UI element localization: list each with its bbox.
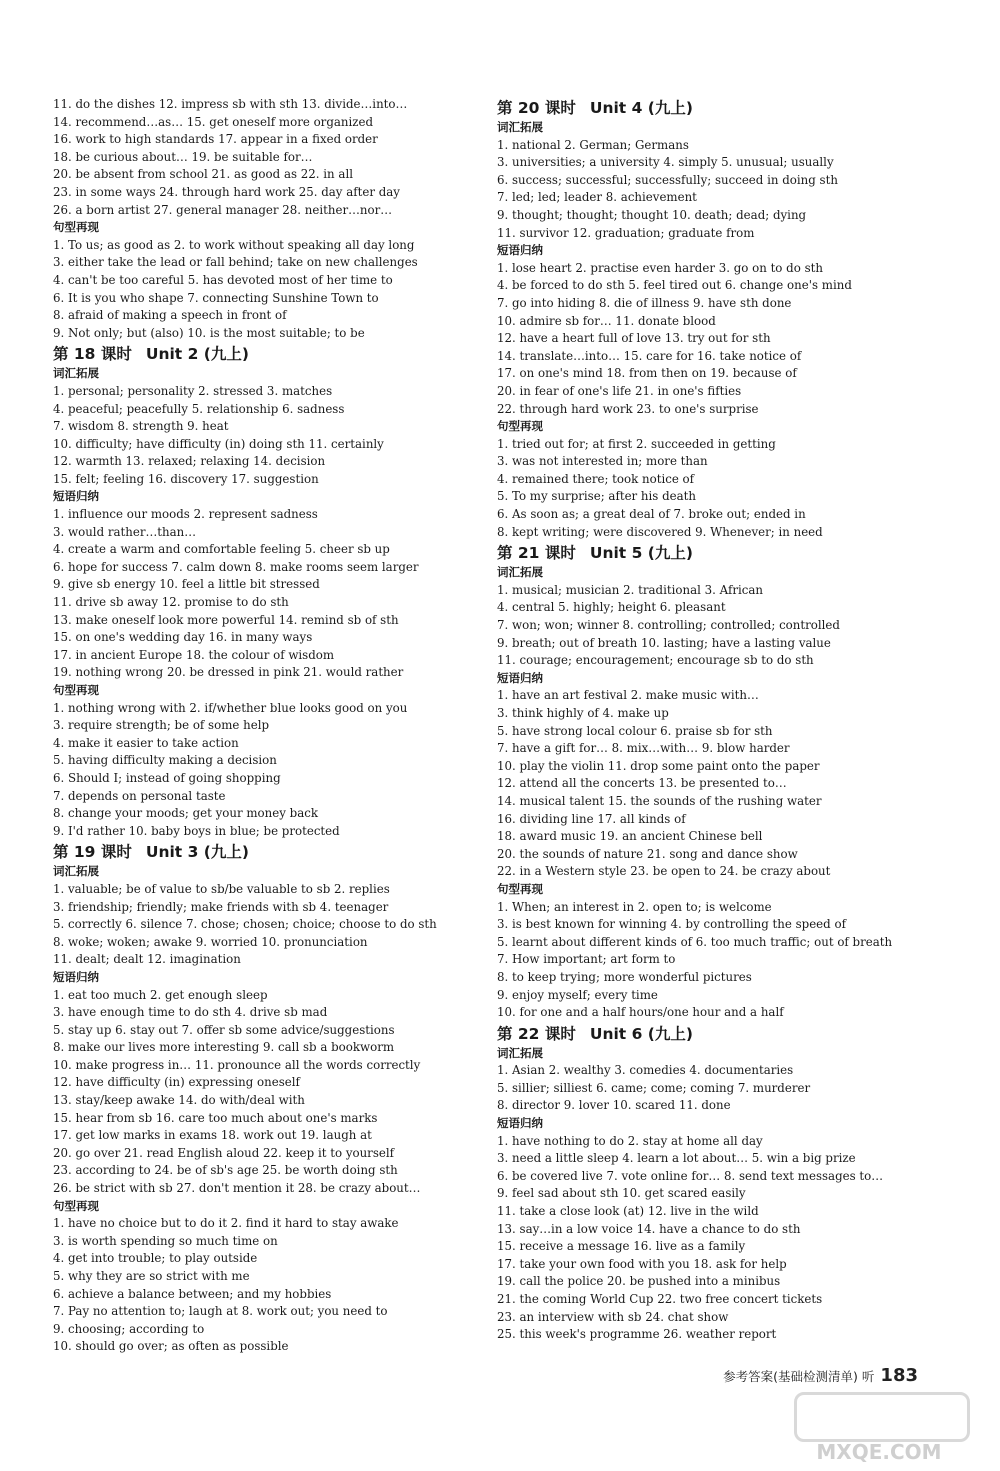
answer-line: 7. Pay no attention to; laugh at 8. work out; you need to bbox=[53, 1304, 388, 1319]
answer-line: 8. change your moods; get your money back bbox=[53, 806, 318, 821]
answer-line: 10. play the violin 11. drop some paint onto the paper bbox=[497, 758, 820, 773]
answer-line: 6. be covered live 7. vote online for… 8. send text messages to… bbox=[497, 1168, 884, 1183]
answer-line: 4. peaceful; peacefully 5. relationship 6. sadness bbox=[53, 401, 345, 416]
footer-mark: 听 bbox=[861, 1369, 875, 1384]
watermark-url: MXQE.COM bbox=[816, 1440, 942, 1464]
lesson-number: 第 18 课时 bbox=[53, 345, 132, 364]
lesson-unit: Unit 6 (九上) bbox=[589, 1024, 693, 1043]
answer-line: 1. Asian 2. wealthy 3. comedies 4. documentaries bbox=[497, 1063, 794, 1078]
answer-line: 1. have nothing to do 2. stay at home all day bbox=[497, 1133, 763, 1148]
lesson-unit: Unit 5 (九上) bbox=[589, 544, 693, 563]
answer-line: 1. lose heart 2. practise even harder 3. go on to do sth bbox=[497, 260, 823, 275]
intro-lines bbox=[53, 96, 483, 219]
answer-line: 3. is best known for winning 4. by controlling the speed of bbox=[497, 917, 846, 932]
left-lessons bbox=[53, 344, 483, 1356]
left-column bbox=[53, 96, 483, 1356]
answer-line: 16. dividing line 17. all kinds of bbox=[497, 811, 686, 826]
answer-line: 23. an interview with sb 24. chat show bbox=[497, 1309, 729, 1324]
answer-line: 3. require strength; be of some help bbox=[53, 718, 270, 733]
section-title: 句型再现 bbox=[497, 881, 543, 896]
answer-line: 9. choosing; according to bbox=[53, 1321, 205, 1336]
answer-line: 4. central 5. highly; height 6. pleasant bbox=[497, 600, 726, 615]
answer-line: 1. national 2. German; Germans bbox=[497, 137, 689, 152]
answer-line: 4. make it easier to take action bbox=[53, 735, 239, 750]
answer-line: 3. friendship; friendly; make friends with sb 4. teenager bbox=[53, 899, 389, 914]
footer-label: 参考答案(基础检测清单) bbox=[723, 1369, 858, 1384]
answer-line: 1. musical; musician 2. traditional 3. African bbox=[497, 582, 763, 597]
page-footer bbox=[723, 1365, 918, 1386]
answer-line: 11. do the dishes 12. impress sb with sth 13. divide…into… bbox=[53, 97, 408, 111]
answer-line: 7. depends on personal taste bbox=[53, 788, 226, 803]
section-title: 短语归纳 bbox=[53, 489, 99, 504]
intro-section bbox=[53, 219, 483, 342]
answer-line: 7. How important; art form to bbox=[497, 952, 676, 967]
lesson-unit: Unit 3 (九上) bbox=[145, 843, 249, 862]
answer-line: 9. thought; thought; thought 10. death; dead; dying bbox=[497, 207, 807, 222]
answer-line: 9. Not only; but (also) 10. is the most suitable; to be bbox=[53, 325, 365, 340]
answer-line: 8. kept writing; were discovered 9. Whenever; in need bbox=[497, 524, 823, 539]
section-title: 句型再现 bbox=[53, 220, 99, 235]
section-title: 词汇拓展 bbox=[497, 565, 543, 580]
answer-line: 10. admire sb for… 11. donate blood bbox=[497, 313, 716, 328]
answer-line: 1. have an art festival 2. make music with… bbox=[497, 688, 759, 703]
answer-line: 9. feel sad about sth 10. get scared easily bbox=[497, 1186, 746, 1201]
answer-line: 17. take your own food with you 18. ask for help bbox=[497, 1256, 787, 1271]
answer-line: 6. success; successful; successfully; succeed in doing sth bbox=[497, 172, 838, 187]
answer-line: 5. sillier; silliest 6. came; come; coming 7. murderer bbox=[497, 1080, 811, 1095]
section-title: 句型再现 bbox=[53, 1198, 99, 1213]
answer-line: 5. learnt about different kinds of 6. too much traffic; out of breath bbox=[497, 934, 893, 949]
answer-line: 25. this week's programme 26. weather report bbox=[497, 1327, 777, 1342]
answer-line: 7. won; won; winner 8. controlling; controlled; controlled bbox=[497, 618, 840, 633]
lesson-heading bbox=[53, 842, 483, 862]
page-number: 183 bbox=[880, 1365, 918, 1386]
answer-line: 8. director 9. lover 10. scared 11. done bbox=[497, 1098, 731, 1113]
answer-line: 9. give sb energy 10. feel a little bit stressed bbox=[53, 577, 320, 592]
answer-line: 14. musical talent 15. the sounds of the rushing water bbox=[497, 793, 822, 808]
answer-line: 8. afraid of making a speech in front of bbox=[53, 308, 287, 323]
answer-line: 7. go into hiding 8. die of illness 9. have sth done bbox=[497, 295, 792, 310]
answer-line: 13. say…in a low voice 14. have a chance to do sth bbox=[497, 1221, 801, 1236]
answer-line: 9. I'd rather 10. baby boys in blue; be protected bbox=[53, 823, 340, 838]
watermark-stamp bbox=[784, 1392, 974, 1464]
answer-line: 3. was not interested in; more than bbox=[497, 454, 708, 469]
answer-line: 4. can't be too careful 5. has devoted most of her time to bbox=[53, 272, 393, 287]
answer-line: 6. achieve a balance between; and my hobbies bbox=[53, 1286, 332, 1301]
answer-line: 7. have a gift for… 8. mix…with… 9. blow harder bbox=[497, 741, 790, 756]
answer-line: 5. stay up 6. stay out 7. offer sb some advice/suggestions bbox=[53, 1022, 395, 1037]
answer-line: 5. correctly 6. silence 7. chose; chosen; choice; choose to do sth bbox=[53, 917, 437, 932]
lesson-number: 第 19 课时 bbox=[53, 843, 132, 862]
answer-line: 8. make our lives more interesting 9. call sb a bookworm bbox=[53, 1040, 395, 1055]
section-title: 短语归纳 bbox=[53, 969, 99, 984]
answer-line: 8. to keep trying; more wonderful pictures bbox=[497, 969, 752, 984]
answer-line: 20. the sounds of nature 21. song and dance show bbox=[497, 846, 798, 861]
section-title: 词汇拓展 bbox=[53, 864, 99, 879]
answer-line: 4. get into trouble; to play outside bbox=[53, 1251, 258, 1266]
answer-line: 11. take a close look (at) 12. live in the wild bbox=[497, 1204, 759, 1219]
answer-line: 10. should go over; as often as possible bbox=[53, 1339, 289, 1354]
answer-line: 20. be absent from school 21. as good as 22. in all bbox=[53, 167, 353, 182]
lesson-number: 第 20 课时 bbox=[497, 99, 576, 117]
answer-line: 1. When; an interest in 2. open to; is welcome bbox=[497, 899, 772, 914]
answer-line: 9. breath; out of breath 10. lasting; have a lasting value bbox=[497, 635, 831, 650]
answer-line: 11. drive sb away 12. promise to do sth bbox=[53, 595, 289, 610]
lesson-number: 第 22 课时 bbox=[497, 1024, 576, 1043]
answer-line: 1. eat too much 2. get enough sleep bbox=[53, 987, 268, 1002]
answer-line: 5. having difficulty making a decision bbox=[53, 753, 277, 768]
answer-line: 7. wisdom 8. strength 9. heat bbox=[53, 419, 229, 434]
answer-line: 7. led; led; leader 8. achievement bbox=[497, 190, 697, 205]
answer-line: 10. make progress in… 11. pronounce all the words correctly bbox=[53, 1057, 421, 1072]
lesson-unit: Unit 4 (九上) bbox=[589, 99, 693, 117]
answer-line: 15. on one's wedding day 16. in many ways bbox=[53, 630, 313, 645]
answer-line: 6. As soon as; a great deal of 7. broke out; ended in bbox=[497, 507, 806, 522]
lesson-heading bbox=[497, 543, 917, 563]
answer-line: 12. have a heart full of love 13. try out for sth bbox=[497, 331, 771, 346]
lesson-heading bbox=[497, 1024, 917, 1044]
answer-line: 18. award music 19. an ancient Chinese bell bbox=[497, 829, 763, 844]
answer-line: 12. attend all the concerts 13. be presented to… bbox=[497, 776, 787, 791]
answer-line: 1. influence our moods 2. represent sadness bbox=[53, 507, 318, 522]
answer-line: 1. To us; as good as 2. to work without speaking all day long bbox=[53, 237, 415, 252]
answer-line: 4. remained there; took notice of bbox=[497, 471, 695, 486]
section-title: 词汇拓展 bbox=[497, 1045, 543, 1060]
answer-line: 3. is worth spending so much time on bbox=[53, 1233, 278, 1248]
answer-line: 10. for one and a half hours/one hour and a half bbox=[497, 1005, 784, 1020]
right-column bbox=[497, 96, 917, 1344]
answer-line: 22. through hard work 23. to one's surprise bbox=[497, 401, 759, 416]
answer-line: 14. recommend…as… 15. get oneself more organized bbox=[53, 114, 374, 129]
answer-line: 1. personal; personality 2. stressed 3. matches bbox=[53, 383, 333, 398]
answer-line: 20. in fear of one's life 21. in one's fifties bbox=[497, 383, 742, 398]
answer-line: 15. hear from sb 16. care too much about one's marks bbox=[53, 1110, 378, 1125]
lesson-heading bbox=[497, 98, 917, 118]
answer-line: 18. be curious about… 19. be suitable for… bbox=[53, 149, 313, 164]
answer-line: 5. have strong local colour 6. praise sb for sth bbox=[497, 723, 773, 738]
answer-line: 6. hope for success 7. calm down 8. make rooms seem larger bbox=[53, 559, 419, 574]
answer-line: 13. make oneself look more powerful 14. remind sb of sth bbox=[53, 612, 399, 627]
answer-line: 11. dealt; dealt 12. imagination bbox=[53, 952, 241, 967]
section-title: 短语归纳 bbox=[497, 670, 543, 685]
answer-line: 12. have difficulty (in) expressing oneself bbox=[53, 1075, 300, 1090]
answer-line: 14. translate…into… 15. care for 16. take notice of bbox=[497, 348, 802, 363]
answer-line: 17. on one's mind 18. from then on 19. because of bbox=[497, 366, 797, 381]
answer-line: 3. either take the lead or fall behind; take on new challenges bbox=[53, 255, 418, 270]
answer-line: 15. receive a message 16. live as a family bbox=[497, 1239, 746, 1254]
lesson-number: 第 21 课时 bbox=[497, 544, 576, 563]
right-lessons bbox=[497, 98, 917, 1344]
answer-line: 5. To my surprise; after his death bbox=[497, 489, 697, 504]
watermark-logo bbox=[794, 1392, 970, 1442]
answer-line: 26. a born artist 27. general manager 28. neither…nor… bbox=[53, 202, 393, 217]
answer-line: 20. go over 21. read English aloud 22. keep it to yourself bbox=[53, 1145, 394, 1160]
answer-line: 6. It is you who shape 7. connecting Sunshine Town to bbox=[53, 290, 379, 305]
answer-line: 12. warmth 13. relaxed; relaxing 14. decision bbox=[53, 454, 326, 469]
section-title: 词汇拓展 bbox=[53, 366, 99, 381]
answer-line: 16. work to high standards 17. appear in a fixed order bbox=[53, 132, 378, 147]
section-title: 短语归纳 bbox=[497, 1116, 543, 1131]
answer-line: 22. in a Western style 23. be open to 24. be crazy about bbox=[497, 864, 831, 879]
answer-line: 1. valuable; be of value to sb/be valuable to sb 2. replies bbox=[53, 881, 390, 896]
answer-line: 26. be strict with sb 27. don't mention it 28. be crazy about… bbox=[53, 1181, 421, 1196]
answer-line: 5. why they are so strict with me bbox=[53, 1269, 250, 1283]
answer-line: 1. tried out for; at first 2. succeeded in getting bbox=[497, 436, 776, 451]
answer-line: 10. difficulty; have difficulty (in) doing sth 11. certainly bbox=[53, 436, 384, 451]
answer-line: 17. in ancient Europe 18. the colour of wisdom bbox=[53, 647, 335, 662]
answer-line: 3. think highly of 4. make up bbox=[497, 706, 669, 720]
answer-line: 3. would rather…than… bbox=[53, 524, 197, 539]
answer-line: 15. felt; feeling 16. discovery 17. suggestion bbox=[53, 471, 319, 486]
answer-line: 11. survivor 12. graduation; graduate from bbox=[497, 225, 755, 240]
section-title: 句型再现 bbox=[497, 419, 543, 434]
lesson-unit: Unit 2 (九上) bbox=[145, 345, 249, 364]
answer-line: 11. courage; encouragement; encourage sb to do sth bbox=[497, 653, 814, 668]
answer-line: 9. enjoy myself; every time bbox=[497, 987, 658, 1002]
answer-line: 21. the coming World Cup 22. two free concert tickets bbox=[497, 1292, 823, 1306]
section-title: 短语归纳 bbox=[497, 243, 543, 258]
answer-line: 8. woke; woken; awake 9. worried 10. pronunciation bbox=[53, 934, 368, 949]
answer-line: 6. Should I; instead of going shopping bbox=[53, 770, 281, 785]
answer-line: 23. in some ways 24. through hard work 25. day after day bbox=[53, 184, 400, 199]
answer-line: 3. have enough time to do sth 4. drive sb mad bbox=[53, 1005, 328, 1020]
answer-line: 4. create a warm and comfortable feeling 5. cheer sb up bbox=[53, 542, 390, 557]
answer-line: 17. get low marks in exams 18. work out 19. laugh at bbox=[53, 1128, 372, 1143]
answer-line: 4. be forced to do sth 5. feel tired out 6. change one's mind bbox=[497, 278, 852, 293]
section-title: 句型再现 bbox=[53, 683, 99, 697]
answer-line: 19. call the police 20. be pushed into a minibus bbox=[497, 1274, 781, 1289]
answer-line: 1. have no choice but to do it 2. find it hard to stay awake bbox=[53, 1216, 399, 1231]
answer-line: 23. according to 24. be of sb's age 25. be worth doing sth bbox=[53, 1163, 398, 1178]
answer-line: 3. need a little sleep 4. learn a lot about… 5. win a big prize bbox=[497, 1151, 856, 1166]
answer-line: 13. stay/keep awake 14. do with/deal with bbox=[53, 1093, 305, 1108]
answer-line: 3. universities; a university 4. simply 5. unusual; usually bbox=[497, 155, 834, 170]
answer-line: 1. nothing wrong with 2. if/whether blue looks good on you bbox=[53, 700, 408, 715]
section-title: 词汇拓展 bbox=[497, 120, 543, 134]
answer-line: 19. nothing wrong 20. be dressed in pink 21. would rather bbox=[53, 665, 404, 680]
lesson-heading bbox=[53, 344, 483, 364]
